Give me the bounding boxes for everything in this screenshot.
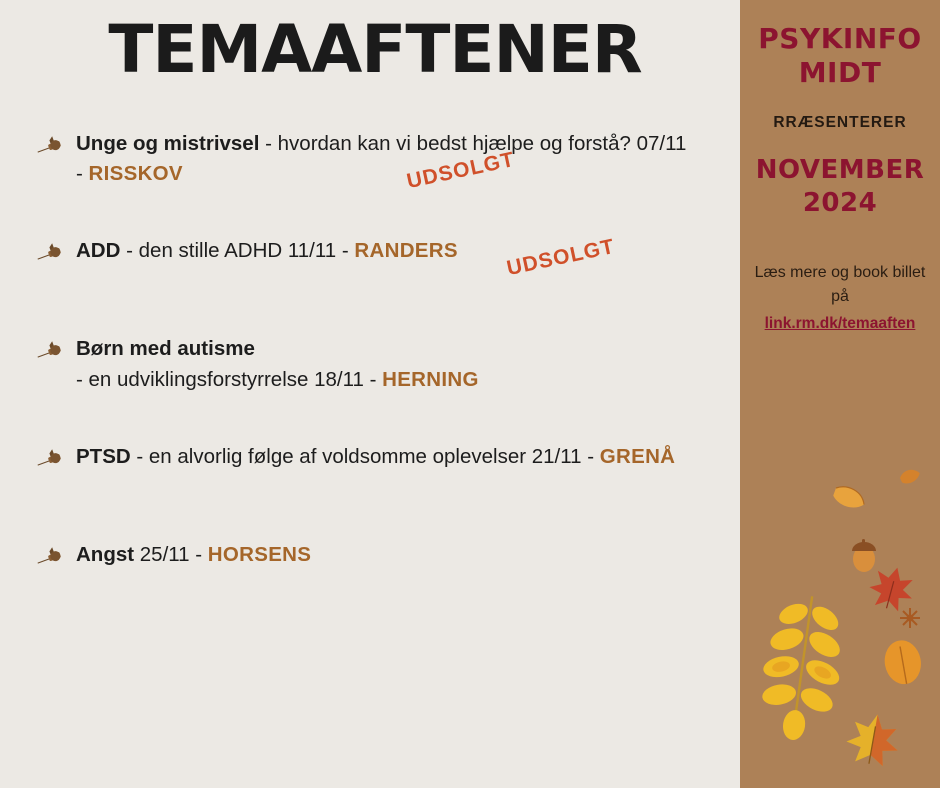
event-title: Angst — [76, 542, 135, 566]
event-place: GRENÅ — [599, 444, 676, 468]
sidebar — [740, 0, 940, 788]
autumn-leaves-decoration — [740, 458, 940, 788]
event-title: PTSD — [76, 444, 131, 468]
brand-name — [740, 22, 940, 90]
brand-line-2: MIDT — [798, 56, 882, 90]
event-text — [76, 129, 696, 191]
list-item — [28, 236, 740, 288]
event-title: ADD — [76, 239, 121, 263]
event-detail: - hvordan kan vi bedst hjælpe og forstå? 07/11 - — [76, 131, 687, 186]
readmore-text — [740, 261, 940, 335]
pushpin-icon — [32, 133, 66, 163]
month-label: NOVEMBER — [755, 155, 925, 186]
pushpin-icon — [32, 240, 66, 270]
event-place: RISSKOV — [88, 162, 183, 186]
pushpin-icon — [32, 338, 66, 368]
event-place: RANDERS — [354, 239, 458, 263]
booking-link[interactable]: link.rm.dk/temaaften — [764, 315, 916, 333]
event-place: HORSENS — [207, 542, 312, 566]
event-list — [0, 129, 740, 592]
status-badge: UDSOLGT — [404, 147, 517, 193]
event-title: Børn med autisme — [76, 337, 255, 361]
event-detail: - en udviklingsforstyrrelse 18/11 - — [76, 367, 383, 391]
year-label: 2024 — [802, 187, 878, 218]
pushpin-icon — [32, 446, 66, 476]
brand-line-1: PSYKINFO — [758, 22, 922, 55]
event-title: Unge og mistrivsel — [76, 131, 260, 155]
page-title: TEMAAFTENER — [108, 11, 642, 88]
presents-label: RRÆSENTERER — [773, 114, 907, 132]
event-text — [76, 334, 479, 396]
readmore-label: Læs mere og book billet på — [754, 264, 926, 306]
event-detail: - en alvorlig følge af voldsomme oplevelser 21/11 - — [130, 444, 600, 468]
pushpin-icon — [32, 544, 66, 574]
event-text — [76, 540, 311, 571]
event-text — [76, 234, 617, 281]
list-item — [28, 334, 740, 396]
event-detail: 25/11 - — [134, 542, 208, 566]
status-badge: UDSOLGT — [504, 234, 617, 281]
event-place: HERNING — [382, 367, 479, 391]
event-detail: - den stille ADHD 11/11 - — [120, 239, 355, 263]
date-block — [740, 154, 940, 219]
list-item — [28, 129, 740, 191]
list-item — [28, 540, 740, 592]
event-text — [76, 442, 675, 473]
list-item — [28, 442, 740, 494]
